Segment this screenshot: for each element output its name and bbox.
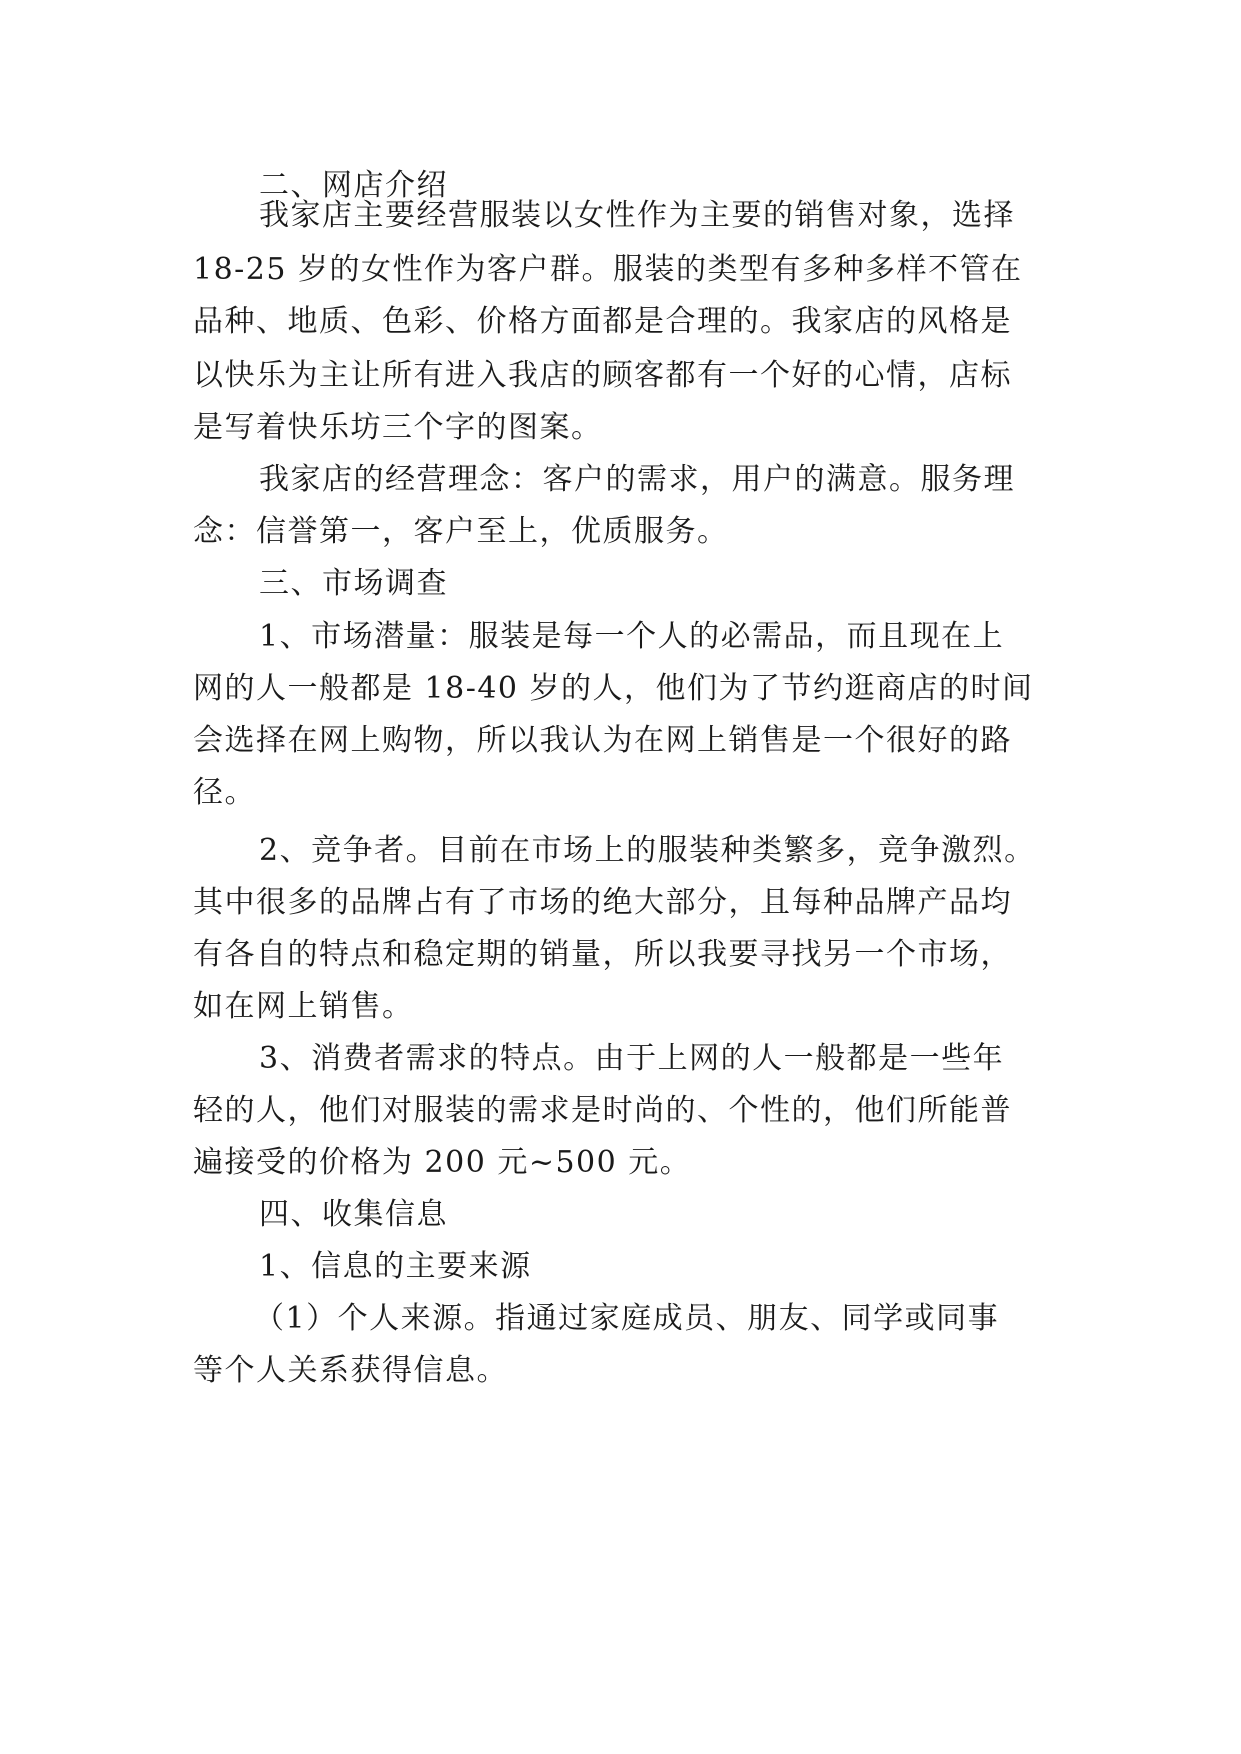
paragraph-line: 径。 [193, 775, 256, 810]
paragraph-line: 念：信誉第一，客户至上，优质服务。 [193, 514, 729, 549]
paragraph-line: 如在网上销售。 [193, 989, 414, 1024]
paragraph-line: 轻的人，他们对服装的需求是时尚的、个性的，他们所能普 [193, 1093, 1012, 1128]
paragraph-line: 18-25 岁的女性作为客户群。服装的类型有多种多样不管在 [193, 252, 1023, 287]
paragraph-line: 我家店的经营理念：客户的需求，用户的满意。服务理 [259, 462, 1015, 497]
paragraph-line: 2、竞争者。目前在市场上的服装种类繁多，竞争激烈。 [259, 833, 1036, 868]
section-heading-collect-info: 四、收集信息 [259, 1197, 448, 1232]
paragraph-line: 1、市场潜量：服装是每一个人的必需品，而且现在上 [259, 619, 1005, 654]
paragraph-line: 是写着快乐坊三个字的图案。 [193, 410, 603, 445]
paragraph-line: 网的人一般都是 18-40 岁的人，他们为了节约逛商店的时间 [193, 671, 1034, 706]
subheading-info-sources: 1、信息的主要来源 [259, 1249, 532, 1284]
paragraph-line: 有各自的特点和稳定期的销量，所以我要寻找另一个市场， [193, 937, 1012, 972]
paragraph-line: 其中很多的品牌占有了市场的绝大部分，且每种品牌产品均 [193, 885, 1012, 920]
paragraph-line: 我家店主要经营服装以女性作为主要的销售对象，选择 [259, 198, 1015, 233]
paragraph-line: 3、消费者需求的特点。由于上网的人一般都是一些年 [259, 1041, 1005, 1076]
section-heading-shop-intro: 二、网店介绍 [259, 168, 448, 203]
section-heading-market-research: 三、市场调查 [259, 566, 448, 601]
paragraph-line: 等个人关系获得信息。 [193, 1353, 508, 1388]
paragraph-line: 会选择在网上购物，所以我认为在网上销售是一个很好的路 [193, 723, 1012, 758]
paragraph-line: （1）个人来源。指通过家庭成员、朋友、同学或同事 [254, 1301, 1000, 1336]
paragraph-line: 品种、地质、色彩、价格方面都是合理的。我家店的风格是 [193, 304, 1012, 339]
paragraph-line: 以快乐为主让所有进入我店的顾客都有一个好的心情，店标 [193, 358, 1012, 393]
paragraph-line: 遍接受的价格为 200 元~500 元。 [193, 1145, 692, 1180]
